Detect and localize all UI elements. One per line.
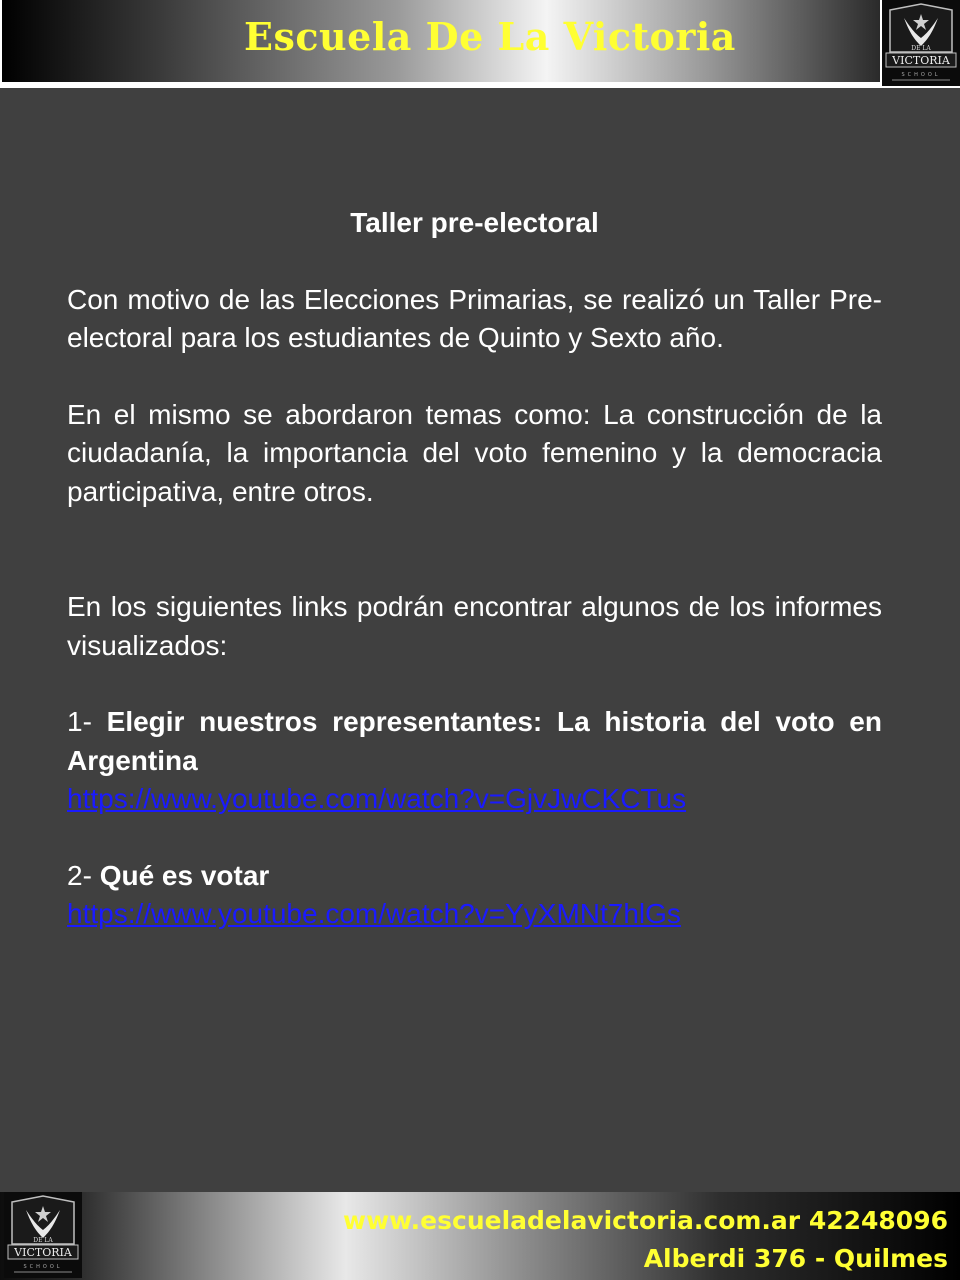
link-item-2 <box>67 857 882 896</box>
footer-website-phone: www.escueladelavictoria.com.ar 42248096 <box>342 1206 948 1235</box>
paragraph-topics: En el mismo se abordaron temas como: La construcción de la ciudadanía, la importancia del voto femenino y la democracia participativa, entre otros. <box>67 398 882 507</box>
school-crest-icon <box>882 0 960 86</box>
link-item-number: 1- <box>67 706 107 737</box>
paragraph-intro: Con motivo de las Elecciones Primarias, se realizó un Taller Pre-electoral para los estudiantes de Quinto y Sexto año. <box>67 283 882 353</box>
article <box>67 204 882 934</box>
link-item-number: 2- <box>67 859 100 891</box>
svg-text:VICTORIA: VICTORIA <box>14 1246 72 1259</box>
youtube-link-2[interactable]: https://www.youtube.com/watch?v=YyXMNt7hlGs <box>67 898 681 929</box>
school-name-title: Escuela De La Victoria <box>244 14 736 59</box>
link-item-title: Qué es votar <box>99 859 270 891</box>
link-item-1 <box>67 703 882 780</box>
paragraph-links-intro: En los siguientes links podrán encontrar algunos de los informes visualizados: <box>67 591 882 661</box>
svg-text:SCHOOL: SCHOOL <box>23 1264 63 1270</box>
page-header <box>0 0 960 88</box>
svg-text:DE LA: DE LA <box>911 45 931 52</box>
content-panel <box>0 88 960 1192</box>
youtube-link-1[interactable]: https://www.youtube.com/watch?v=GjvJwCKCTus <box>67 783 687 814</box>
header-banner <box>2 0 880 82</box>
svg-text:DE LA: DE LA <box>33 1237 53 1244</box>
svg-text:VICTORIA: VICTORIA <box>892 54 950 67</box>
svg-text:SCHOOL: SCHOOL <box>901 72 941 78</box>
article-title: Taller pre-electoral <box>350 207 599 238</box>
school-crest-icon <box>4 1192 82 1278</box>
footer-address: Alberdi 376 - Quilmes <box>643 1244 948 1273</box>
link-item-title: Elegir nuestros representantes: La historia del voto en Argentina <box>67 706 882 776</box>
page-footer <box>0 1192 960 1280</box>
